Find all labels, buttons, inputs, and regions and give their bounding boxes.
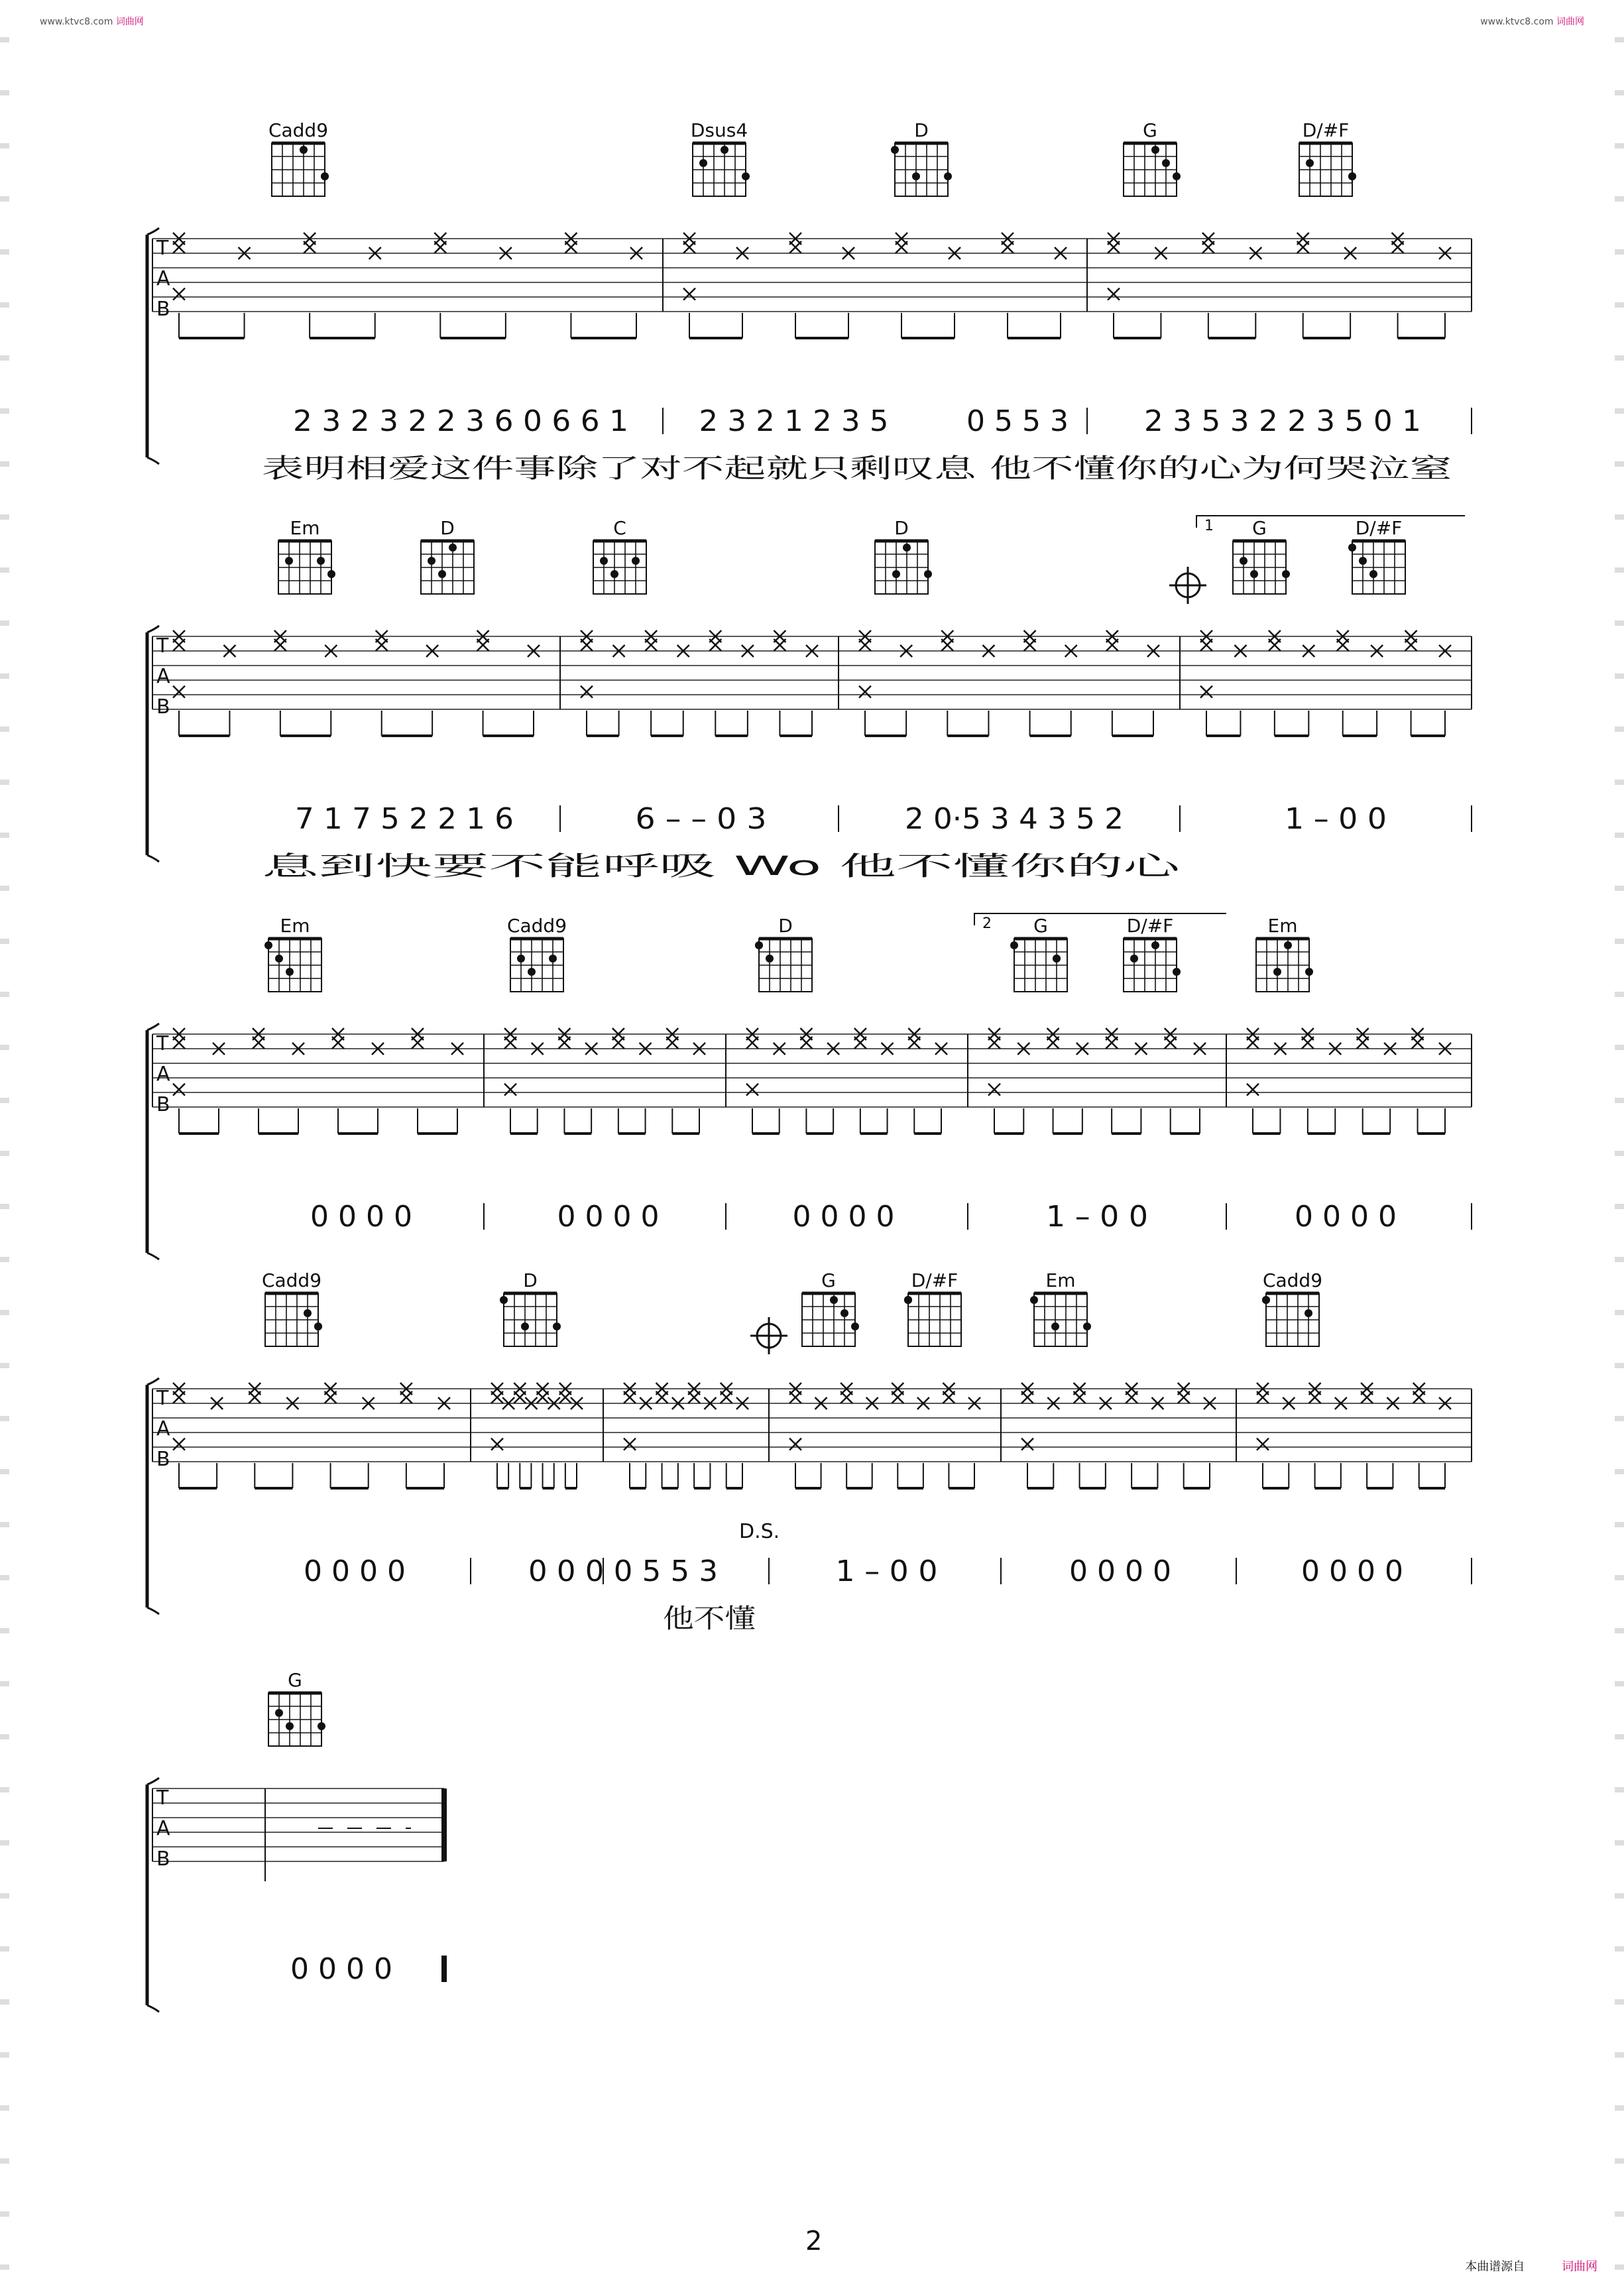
- chord-name: D/#F: [1302, 119, 1350, 141]
- chord-diagram: [1010, 915, 1067, 992]
- finger-dot: [314, 1322, 322, 1330]
- strum-x: [1302, 1037, 1314, 1049]
- finger-dot: [1359, 557, 1367, 565]
- strum-x: [1361, 1391, 1373, 1403]
- finger-dot: [1305, 968, 1313, 976]
- strum-x: [581, 639, 593, 651]
- footer: [1465, 2257, 1597, 2274]
- strum-x: [1413, 1391, 1425, 1403]
- strum-x: [789, 1391, 801, 1403]
- strum-x: [1392, 241, 1404, 253]
- finger-dot: [1240, 557, 1247, 565]
- finger-dot: [1010, 941, 1018, 949]
- strum-x: [514, 1391, 526, 1403]
- bracket-bottom-curl: [147, 1253, 159, 1259]
- finger-dot: [300, 146, 308, 154]
- finger-dot: [1173, 172, 1181, 180]
- strum-x: [656, 1391, 668, 1403]
- finger-dot: [1369, 570, 1377, 578]
- strum-x: [400, 1391, 412, 1403]
- bass-x: [173, 1438, 185, 1450]
- tab-clef-t: T: [156, 634, 169, 658]
- bass-x: [624, 1438, 636, 1450]
- tab-clef-a: A: [156, 1063, 170, 1086]
- finger-dot: [286, 968, 294, 976]
- chord-name: D/#F: [1355, 517, 1403, 539]
- chord-name: D/#F: [1126, 915, 1174, 937]
- volta-1-label: 1: [1204, 518, 1214, 534]
- strum-x: [1269, 639, 1281, 651]
- ds-marking: D.S.: [739, 1520, 780, 1543]
- finger-dot: [275, 1709, 283, 1717]
- strum-x: [943, 1391, 955, 1403]
- bracket-bottom-curl: [147, 855, 159, 862]
- finger-dot: [699, 159, 707, 167]
- finger-dot: [892, 570, 900, 578]
- finger-dot: [1030, 1296, 1038, 1304]
- strum-x: [645, 639, 657, 651]
- header-left-url: www.ktvc8.com: [40, 17, 113, 27]
- chord-name: C: [613, 517, 626, 539]
- jianpu-notes: 0 0 0 0: [1301, 1554, 1403, 1588]
- finger-dot: [449, 544, 457, 552]
- chord-name: G: [821, 1269, 836, 1291]
- jianpu-notes: 0 0 0 0: [1295, 1200, 1397, 1234]
- tab-clef-a: A: [156, 267, 170, 290]
- chord-name: G: [1143, 119, 1157, 141]
- strum-x: [683, 241, 695, 253]
- strum-x: [1047, 1037, 1059, 1049]
- finger-dot: [766, 955, 774, 963]
- chord-name: D: [778, 915, 793, 937]
- finger-dot: [924, 570, 932, 578]
- finger-dot: [1151, 941, 1159, 949]
- jianpu-notes: 0 0 0 0: [290, 1952, 392, 1986]
- chord-name: Cadd9: [1262, 1269, 1323, 1291]
- lyrics-line: 表明相爱这件事除了对不起就只剩叹息 他不懂你的心为何哭泣窒: [262, 453, 1452, 484]
- chord-diagram: [1124, 915, 1181, 992]
- chord-name: G: [288, 1669, 302, 1691]
- strum-x: [612, 1037, 624, 1049]
- tab-clef-b: B: [156, 1847, 170, 1871]
- finger-dot: [438, 570, 446, 578]
- strum-x: [559, 1391, 571, 1403]
- tab-clef-t: T: [156, 1786, 169, 1810]
- strum-x: [941, 639, 953, 651]
- chord-name: D/#F: [911, 1269, 958, 1291]
- jianpu-notes: 2 3 2 3 2 2 3 6 0 6 6 1: [293, 404, 628, 438]
- bass-x: [1257, 1438, 1269, 1450]
- strum-x: [304, 241, 316, 253]
- jianpu-notes: 2 0·5 3 4 3 5 2: [905, 802, 1124, 836]
- chord-diagram: [268, 1669, 325, 1746]
- strum-x: [274, 639, 286, 651]
- chord-name: Em: [1045, 1269, 1076, 1291]
- finger-dot: [428, 557, 435, 565]
- bass-x: [683, 288, 695, 300]
- chord-diagram: [264, 915, 321, 992]
- footer-source: 本曲谱源自: [1465, 2260, 1525, 2274]
- chord-diagram: [507, 915, 567, 992]
- strum-x: [1405, 639, 1417, 651]
- tab-clef-a: A: [156, 1817, 170, 1840]
- finger-dot: [1250, 570, 1258, 578]
- jianpu-notes: 6 – – 0 3: [635, 802, 767, 836]
- finger-dot: [600, 557, 608, 565]
- strum-x: [325, 1391, 337, 1403]
- finger-dot: [553, 1322, 561, 1330]
- chord-diagram: [891, 119, 952, 196]
- header-left-site: 词曲网: [115, 17, 144, 27]
- finger-dot: [1306, 159, 1314, 167]
- strum-x: [859, 639, 871, 651]
- finger-dot: [528, 968, 536, 976]
- tab-clef-t: T: [156, 1387, 169, 1410]
- finger-dot: [1051, 1322, 1059, 1330]
- bass-x: [173, 1084, 185, 1096]
- jianpu-notes: 1 – 0 0: [1285, 802, 1387, 836]
- page-number: 2: [805, 2226, 823, 2256]
- tab-clef-a: A: [156, 665, 170, 688]
- chord-diagram: [421, 517, 474, 594]
- finger-dot: [521, 1322, 529, 1330]
- chord-name: D: [914, 119, 929, 141]
- finger-dot: [318, 1722, 325, 1730]
- chord-name: Cadd9: [261, 1269, 322, 1291]
- bass-x: [746, 1084, 758, 1096]
- strum-x: [892, 1391, 903, 1403]
- strum-x: [412, 1037, 424, 1049]
- bracket-top-curl: [147, 228, 159, 235]
- chord-diagram: [268, 119, 329, 196]
- bracket-top-curl: [147, 1378, 159, 1385]
- strum-x: [709, 639, 721, 651]
- chord-name: Em: [1267, 915, 1298, 937]
- strum-x: [1024, 639, 1036, 651]
- strum-x: [746, 1037, 758, 1049]
- strum-x: [896, 241, 907, 253]
- finger-dot: [1305, 1309, 1312, 1317]
- finger-dot: [1151, 146, 1159, 154]
- volta-2-label: 2: [982, 915, 992, 932]
- finger-dot: [1348, 172, 1356, 180]
- tab-clef-t: T: [156, 237, 169, 260]
- strum-x: [1297, 241, 1309, 253]
- lyrics-line: 息到快要不能呼吸 Wo 他不懂你的心: [262, 851, 1183, 882]
- strum-x: [1202, 241, 1214, 253]
- chord-diagram: [755, 915, 812, 992]
- bracket-top-curl: [147, 1778, 159, 1785]
- chord-name: Dsus4: [690, 119, 748, 141]
- strum-x: [1337, 639, 1349, 651]
- bass-x: [1021, 1438, 1033, 1450]
- bass-x: [173, 686, 185, 698]
- chord-name: G: [1033, 915, 1048, 937]
- strum-x: [1106, 1037, 1118, 1049]
- bass-x: [581, 686, 593, 698]
- chord-name: Cadd9: [506, 915, 567, 937]
- chord-name: D: [894, 517, 909, 539]
- finger-dot: [549, 955, 557, 963]
- strum-x: [1165, 1037, 1177, 1049]
- jianpu-notes: 0 0 0 0: [1069, 1554, 1171, 1588]
- finger-dot: [1284, 941, 1292, 949]
- finger-dot: [1262, 1296, 1270, 1304]
- bass-x: [789, 1438, 801, 1450]
- chord-diagram: [1233, 517, 1290, 594]
- jianpu-notes: 2 3 5 3 2 2 3 5 0 1: [1144, 404, 1421, 438]
- strum-x: [173, 639, 185, 651]
- strum-x: [854, 1037, 866, 1049]
- tab-clef-b: B: [156, 695, 170, 719]
- strum-x: [666, 1037, 678, 1049]
- strum-x: [1126, 1391, 1137, 1403]
- chord-diagram: [904, 1269, 961, 1346]
- jianpu-notes: 0 0 0 0: [557, 1200, 660, 1234]
- bracket-top-curl: [147, 1024, 159, 1030]
- strum-x: [253, 1037, 264, 1049]
- strum-x: [1309, 1391, 1321, 1403]
- strum-x: [1357, 1037, 1369, 1049]
- finger-dot: [903, 544, 911, 552]
- footer-site: 词曲网: [1562, 2260, 1597, 2274]
- header-right-url: www.ktvc8.com: [1480, 17, 1554, 27]
- chord-diagram: [802, 1269, 859, 1346]
- bass-x: [1200, 686, 1212, 698]
- chord-diagram: [1262, 1269, 1322, 1346]
- jianpu-notes: 0 0 0 0: [310, 1200, 412, 1234]
- chord-diagram: [278, 517, 335, 594]
- tab-clef-b: B: [156, 298, 170, 321]
- finger-dot: [721, 146, 728, 154]
- finger-dot: [904, 1296, 912, 1304]
- bracket-bottom-curl: [147, 2005, 159, 2012]
- strum-x: [624, 1391, 636, 1403]
- strum-x: [1257, 1391, 1269, 1403]
- lyrics-line: 他不懂: [663, 1604, 756, 1634]
- chord-diagram: [262, 1269, 322, 1346]
- strum-x: [1247, 1037, 1259, 1049]
- strum-x: [504, 1037, 516, 1049]
- finger-dot: [1053, 955, 1061, 963]
- header-right-site: 词曲网: [1556, 17, 1584, 27]
- chord-diagram: [1348, 517, 1405, 594]
- bass-x: [173, 288, 185, 300]
- chord-diagram: [1299, 119, 1356, 196]
- segno-sign-2: [750, 1317, 787, 1354]
- jianpu-notes: 1 – 0 0: [835, 1554, 938, 1588]
- finger-dot: [851, 1322, 859, 1330]
- finger-dot: [327, 570, 335, 578]
- jianpu-notes: 2 3 2 1 2 3 5: [699, 404, 889, 438]
- strum-x: [434, 241, 446, 253]
- chord-name: G: [1252, 517, 1267, 539]
- strum-x: [1178, 1391, 1190, 1403]
- strum-x: [688, 1391, 700, 1403]
- strum-x: [173, 241, 185, 253]
- strum-x: [173, 1037, 185, 1049]
- finger-dot: [830, 1296, 838, 1304]
- chord-diagram: [593, 517, 646, 594]
- bass-x: [491, 1438, 503, 1450]
- chord-diagram: [1124, 119, 1181, 196]
- strum-x: [537, 1391, 549, 1403]
- chord-name: D: [523, 1269, 538, 1291]
- volta-1: [1196, 516, 1465, 528]
- chord-name: Em: [290, 517, 320, 539]
- strum-x: [1200, 639, 1212, 651]
- finger-dot: [742, 172, 750, 180]
- strum-x: [721, 1391, 732, 1403]
- strum-x: [1002, 241, 1014, 253]
- chord-name: D: [440, 517, 455, 539]
- finger-dot: [321, 172, 329, 180]
- finger-dot: [264, 941, 272, 949]
- finger-dot: [610, 570, 618, 578]
- finger-dot: [944, 172, 952, 180]
- jianpu-notes: 0 5 5 3: [966, 404, 1069, 438]
- bracket-bottom-curl: [147, 457, 159, 464]
- strum-x: [1074, 1391, 1086, 1403]
- finger-dot: [1130, 955, 1138, 963]
- finger-dot: [286, 1722, 294, 1730]
- strum-x: [841, 1391, 852, 1403]
- finger-dot: [891, 146, 899, 154]
- volta-2: [974, 913, 1226, 925]
- strum-x: [774, 639, 785, 651]
- segno-sign: [1169, 567, 1206, 604]
- strum-x: [249, 1391, 261, 1403]
- bass-x: [988, 1084, 1000, 1096]
- finger-dot: [317, 557, 325, 565]
- chord-name: Em: [280, 915, 310, 937]
- strum-x: [988, 1037, 1000, 1049]
- tab-clef-b: B: [156, 1093, 170, 1116]
- chord-diagram: [500, 1269, 561, 1346]
- finger-dot: [755, 941, 763, 949]
- tab-clef-a: A: [156, 1417, 170, 1440]
- finger-dot: [517, 955, 525, 963]
- strum-x: [332, 1037, 344, 1049]
- finger-dot: [1173, 968, 1181, 976]
- finger-dot: [841, 1309, 848, 1317]
- jianpu-notes: 0 0 0 0: [792, 1200, 895, 1234]
- strum-x: [558, 1037, 570, 1049]
- bass-x: [859, 686, 871, 698]
- finger-dot: [1282, 570, 1290, 578]
- strum-x: [1412, 1037, 1424, 1049]
- strum-x: [1106, 639, 1118, 651]
- finger-dot: [632, 557, 640, 565]
- finger-dot: [304, 1309, 312, 1317]
- strum-x: [800, 1037, 812, 1049]
- tab-clef-b: B: [156, 1448, 170, 1471]
- finger-dot: [1348, 544, 1356, 552]
- strum-x: [1021, 1391, 1033, 1403]
- strum-x: [789, 241, 801, 253]
- chord-diagram: [875, 517, 932, 594]
- chord-diagram: [1256, 915, 1313, 992]
- strum-x: [1108, 241, 1120, 253]
- tab-clef-t: T: [156, 1032, 169, 1055]
- finger-dot: [1083, 1322, 1091, 1330]
- chord-name: Cadd9: [268, 119, 329, 141]
- jianpu-notes: 0 0 0 0: [304, 1554, 406, 1588]
- finger-dot: [275, 955, 283, 963]
- chord-diagram: [691, 119, 750, 196]
- strum-x: [565, 241, 577, 253]
- bracket-top-curl: [147, 626, 159, 632]
- bass-x: [1108, 288, 1120, 300]
- strum-x: [173, 1391, 185, 1403]
- bracket-bottom-curl: [147, 1608, 159, 1614]
- jianpu-notes: 7 1 7 5 2 2 1 6: [295, 802, 514, 836]
- finger-dot: [1273, 968, 1281, 976]
- strum-x: [477, 639, 489, 651]
- finger-dot: [1162, 159, 1170, 167]
- strum-x: [376, 639, 388, 651]
- jianpu-notes: 0 0 0 0 5 5 3: [528, 1554, 718, 1588]
- strum-x: [491, 1391, 503, 1403]
- jianpu-notes: 1 – 0 0: [1046, 1200, 1148, 1234]
- bass-x: [504, 1084, 516, 1096]
- chord-diagram: [1030, 1269, 1091, 1346]
- bass-x: [1247, 1084, 1259, 1096]
- finger-dot: [500, 1296, 508, 1304]
- finger-dot: [285, 557, 293, 565]
- finger-dot: [912, 172, 920, 180]
- strum-x: [908, 1037, 920, 1049]
